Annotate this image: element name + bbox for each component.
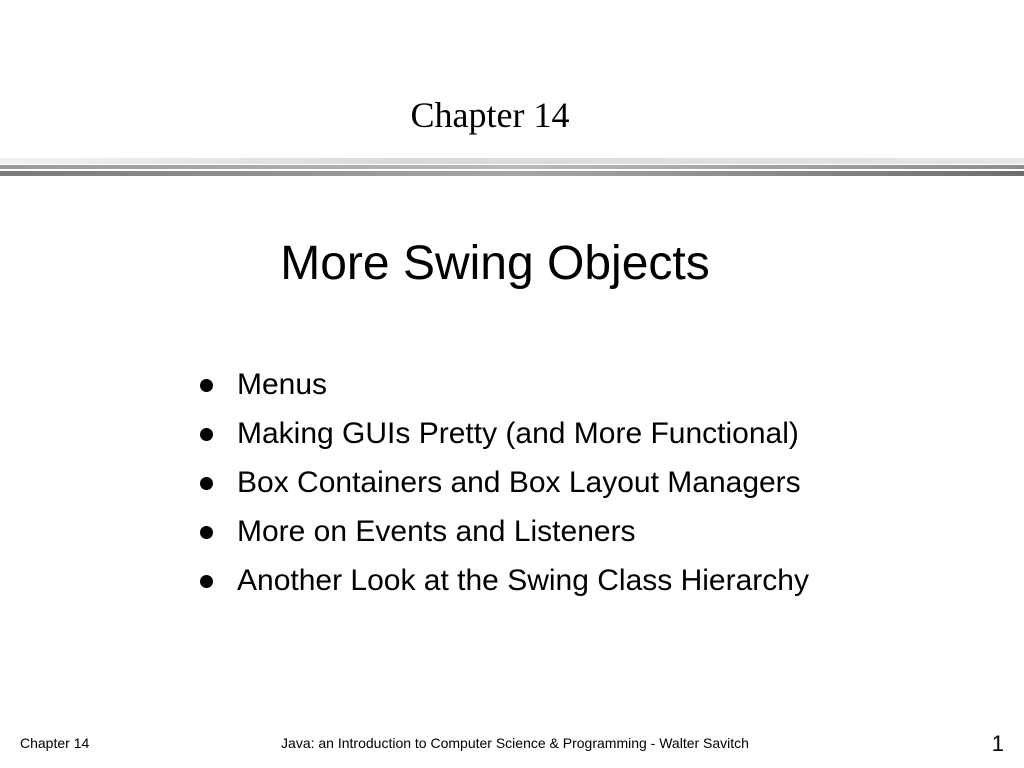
bullet-dot-icon — [200, 526, 213, 539]
divider-bar-mid — [0, 165, 1024, 169]
bullet-text: More on Events and Listeners — [237, 515, 636, 548]
chapter-title: Chapter 14 — [410, 95, 570, 135]
footer-chapter-label: Chapter 14 — [20, 735, 90, 751]
divider-bar-dark — [0, 171, 1024, 176]
bullet-text: Making GUIs Pretty (and More Functional) — [237, 417, 799, 450]
bullet-dot-icon — [200, 379, 213, 392]
divider-bar-light — [0, 158, 1024, 164]
title-divider — [0, 158, 1024, 180]
page-number: 1 — [991, 731, 1004, 756]
bullet-text: Box Containers and Box Layout Managers — [237, 466, 801, 499]
bullet-dot-icon — [200, 575, 213, 588]
bullet-dot-icon — [200, 428, 213, 441]
bullet-text: Another Look at the Swing Class Hierarchy — [237, 564, 809, 597]
bullet-dot-icon — [200, 477, 213, 490]
slide-subtitle: More Swing Objects — [280, 237, 710, 290]
footer-book-credit: Java: an Introduction to Computer Science & Programming - Walter Savitch — [281, 735, 749, 751]
bullet-text: Menus — [237, 368, 328, 401]
